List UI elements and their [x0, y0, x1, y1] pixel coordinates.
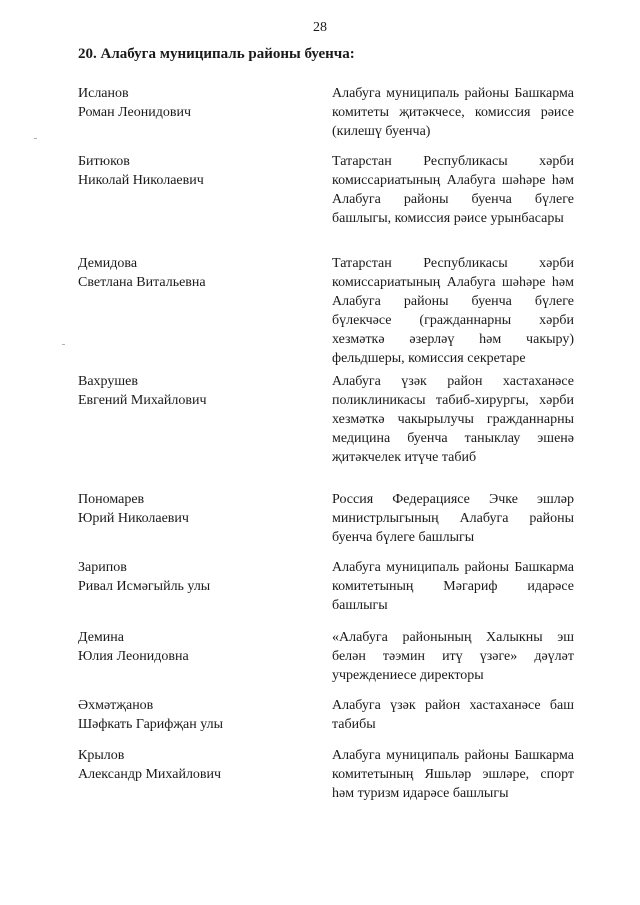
section-title: 20. Алабуга муниципаль районы буенча: [78, 46, 355, 62]
member-surname: Демидова [78, 256, 138, 271]
member-given-name: Николай Николаевич [78, 173, 204, 188]
member-name [78, 84, 318, 122]
member-given-name: Роман Леонидович [78, 105, 192, 120]
member-role: Алабуга муниципаль районы Башкарма комитеты җитәкчесе, комиссия рәисе (килешү буенча) [332, 86, 574, 139]
member-role: Алабуга муниципаль районы Башкарма комитетының Яшьләр эшләре, спорт һәм туризм идарәсе башлыгы [332, 748, 574, 801]
member-surname: Әхмәтҗанов [78, 698, 154, 713]
member-name [78, 490, 318, 528]
member-surname: Вахрушев [78, 374, 138, 389]
member-name [78, 372, 318, 410]
member-surname: Битюков [78, 154, 130, 169]
member-given-name: Шәфкать Гарифҗан улы [78, 717, 224, 732]
member-role: Татарстан Республикасы хәрби комиссариатының Алабуга шәһәре һәм Алабуга районы буенча бүлеге бүлекчәсе (гражданнарны хәрби хезмәткә әзерләү һәм чакыру) фельдшеры, комиссия секретаре [332, 256, 574, 366]
member-role: «Алабуга районының Халыкны эш белән тәэмин итү үзәге» дәүләт учреждениесе директоры [332, 630, 574, 683]
member-role: Татарстан Республикасы хәрби комиссариатының Алабуга шәһәре һәм Алабуга районы буенча бүлеге башлыгы, комиссия рәисе урынбасары [332, 154, 574, 226]
member-name [78, 746, 318, 784]
member-role: Россия Федерациясе Эчке эшләр министрлыгының Алабуга районы буенча бүлеге башлыгы [332, 492, 574, 545]
member-surname: Демина [78, 630, 124, 645]
member-surname: Исланов [78, 86, 129, 101]
member-given-name: Юрий Николаевич [78, 511, 189, 526]
member-role: Алабуга муниципаль районы Башкарма комитетының Мәгариф идарәсе башлыгы [332, 560, 574, 613]
member-name [78, 696, 318, 734]
member-surname: Пономарев [78, 492, 145, 507]
member-role: Алабуга үзәк район хастаханәсе баш табибы [332, 698, 574, 732]
member-name [78, 254, 318, 292]
member-given-name: Светлана Витальевна [78, 275, 206, 290]
member-given-name: Александр Михайлович [78, 767, 222, 782]
member-name [78, 152, 318, 190]
member-name [78, 628, 318, 666]
member-given-name: Юлия Леонидовна [78, 649, 189, 664]
member-name [78, 558, 318, 596]
member-surname: Зарипов [78, 560, 127, 575]
member-given-name: Евгений Михайлович [78, 393, 207, 408]
member-surname: Крылов [78, 748, 125, 763]
scan-margin-mark [34, 138, 37, 139]
member-given-name: Ривал Исмәгыйль улы [78, 579, 211, 594]
scan-margin-mark [62, 344, 65, 345]
page-number: 28 [313, 20, 327, 35]
member-role: Алабуга үзәк район хастаханәсе поликлиникасы табиб-хирургы, хәрби хезмәткә чакырылучы гражданнарны медицина буенча таныклау эшенә җитәкчелек итүче табиб [332, 374, 574, 465]
